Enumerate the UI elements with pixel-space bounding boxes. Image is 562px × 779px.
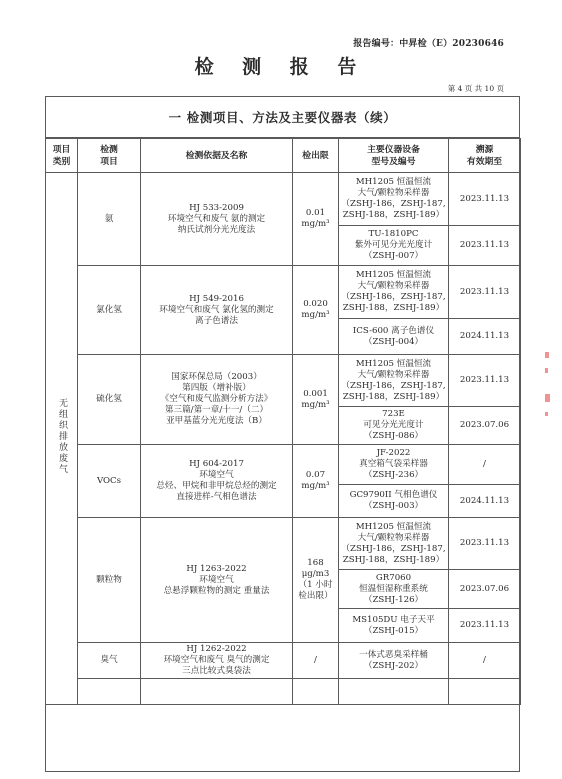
table-row bbox=[46, 518, 521, 570]
empty-cell bbox=[78, 679, 141, 705]
methods-table bbox=[45, 138, 521, 705]
equipment-cell: MH1205 恒温恒流 大气/颗粒物采样器 （ZSHJ-186，ZSHJ-187, ZSHJ-188，ZSHJ-189） bbox=[339, 355, 449, 407]
method-cell: HJ 604-2017 环境空气 总烃、甲烷和非甲烷总烃的测定 直接进样-气相色谱法 bbox=[141, 445, 293, 518]
header-method: 检测依据及名称 bbox=[141, 139, 293, 173]
equipment-cell: MH1205 恒温恒流 大气/颗粒物采样器 （ZSHJ-186，ZSHJ-187, ZSHJ-188，ZSHJ-189） bbox=[339, 173, 449, 226]
item-cell: VOCs bbox=[78, 445, 141, 518]
header-item: 检测 项目 bbox=[78, 139, 141, 173]
page-indicator: 第 4 页 共 10 页 bbox=[447, 84, 504, 93]
table-row bbox=[46, 445, 521, 485]
limit-cell: 0.020 mg/m³ bbox=[293, 266, 339, 355]
validity-cell: 2023.11.13 bbox=[449, 609, 521, 643]
empty-cell bbox=[449, 679, 521, 705]
report-number: 报告编号：中昇检（E）20230646 bbox=[353, 39, 504, 49]
table-header-row bbox=[46, 139, 521, 173]
equipment-cell: GC9790II 气相色谱仪 （ZSHJ-003） bbox=[339, 485, 449, 518]
equipment-cell: 723E 可见分光光度计 （ZSHJ-086） bbox=[339, 407, 449, 445]
validity-cell: 2023.11.13 bbox=[449, 518, 521, 570]
validity-cell: / bbox=[449, 643, 521, 679]
empty-cell bbox=[141, 679, 293, 705]
method-cell: HJ 1262-2022 环境空气和废气 臭气的测定 三点比较式臭袋法 bbox=[141, 643, 293, 679]
item-cell: 氨 bbox=[78, 173, 141, 266]
empty-cell bbox=[339, 679, 449, 705]
seal-edge-mark bbox=[545, 412, 548, 416]
equipment-cell: MH1205 恒温恒流 大气/颗粒物采样器 （ZSHJ-186，ZSHJ-187, ZSHJ-188，ZSHJ-189） bbox=[339, 266, 449, 319]
category-label: 无组织排放废气 bbox=[57, 398, 67, 475]
validity-cell: 2023.11.13 bbox=[449, 266, 521, 319]
header-validity: 溯源 有效期至 bbox=[449, 139, 521, 173]
method-cell: HJ 549-2016 环境空气和废气 氯化氢的测定 离子色谱法 bbox=[141, 266, 293, 355]
table-row bbox=[46, 173, 521, 226]
seal-edge-mark bbox=[545, 394, 550, 402]
header-limit: 检出限 bbox=[293, 139, 339, 173]
category-cell bbox=[46, 173, 78, 705]
item-cell: 臭气 bbox=[78, 643, 141, 679]
method-cell: HJ 1263-2022 环境空气 总悬浮颗粒物的测定 重量法 bbox=[141, 518, 293, 643]
validity-cell: / bbox=[449, 445, 521, 485]
limit-cell: 0.001 mg/m³ bbox=[293, 355, 339, 445]
method-cell: 国家环保总局（2003） 第四版（增补版） 《空气和废气监测分析方法》 第三篇/第一章/十一/（二） 亚甲基蓝分光光度法（B） bbox=[141, 355, 293, 445]
table-row-empty bbox=[46, 679, 521, 705]
seal-edge-mark bbox=[545, 352, 549, 358]
item-cell: 氯化氢 bbox=[78, 266, 141, 355]
validity-cell: 2023.11.13 bbox=[449, 226, 521, 266]
equipment-cell: MS105DU 电子天平 （ZSHJ-015） bbox=[339, 609, 449, 643]
limit-cell: 0.01 mg/m³ bbox=[293, 173, 339, 266]
equipment-cell: TU-1810PC 紫外可见分光光度计 （ZSHJ-007） bbox=[339, 226, 449, 266]
seal-edge-mark bbox=[545, 368, 548, 373]
item-cell: 颗粒物 bbox=[78, 518, 141, 643]
equipment-cell: JF-2022 真空箱气袋采样器 （ZSHJ-236） bbox=[339, 445, 449, 485]
validity-cell: 2023.07.06 bbox=[449, 570, 521, 609]
limit-cell: 0.07 mg/m³ bbox=[293, 445, 339, 518]
header-category: 项目 类别 bbox=[46, 139, 78, 173]
empty-cell bbox=[293, 679, 339, 705]
validity-cell: 2024.11.13 bbox=[449, 485, 521, 518]
limit-cell: 168 μg/m3 （1 小时 检出限） bbox=[293, 518, 339, 643]
validity-cell: 2023.11.13 bbox=[449, 173, 521, 226]
equipment-cell: GR7060 恒温恒湿称重系统 （ZSHJ-126） bbox=[339, 570, 449, 609]
item-cell: 硫化氢 bbox=[78, 355, 141, 445]
section-title: 一 检测项目、方法及主要仪器表（续） bbox=[45, 96, 520, 138]
equipment-cell: ICS-600 离子色谱仪 （ZSHJ-004） bbox=[339, 319, 449, 355]
method-cell: HJ 533-2009 环境空气和废气 氨的测定 纳氏试剂分光光度法 bbox=[141, 173, 293, 266]
document-title: 检 测 报 告 bbox=[194, 56, 368, 78]
validity-cell: 2023.11.13 bbox=[449, 355, 521, 407]
equipment-cell: 一体式恶臭采样桶 （ZSHJ-202） bbox=[339, 643, 449, 679]
validity-cell: 2024.11.13 bbox=[449, 319, 521, 355]
table-row bbox=[46, 643, 521, 679]
table-row bbox=[46, 266, 521, 319]
table-row bbox=[46, 355, 521, 407]
equipment-cell: MH1205 恒温恒流 大气/颗粒物采样器 （ZSHJ-186，ZSHJ-187, ZSHJ-188，ZSHJ-189） bbox=[339, 518, 449, 570]
header-equipment: 主要仪器设备 型号及编号 bbox=[339, 139, 449, 173]
limit-cell: / bbox=[293, 643, 339, 679]
validity-cell: 2023.07.06 bbox=[449, 407, 521, 445]
